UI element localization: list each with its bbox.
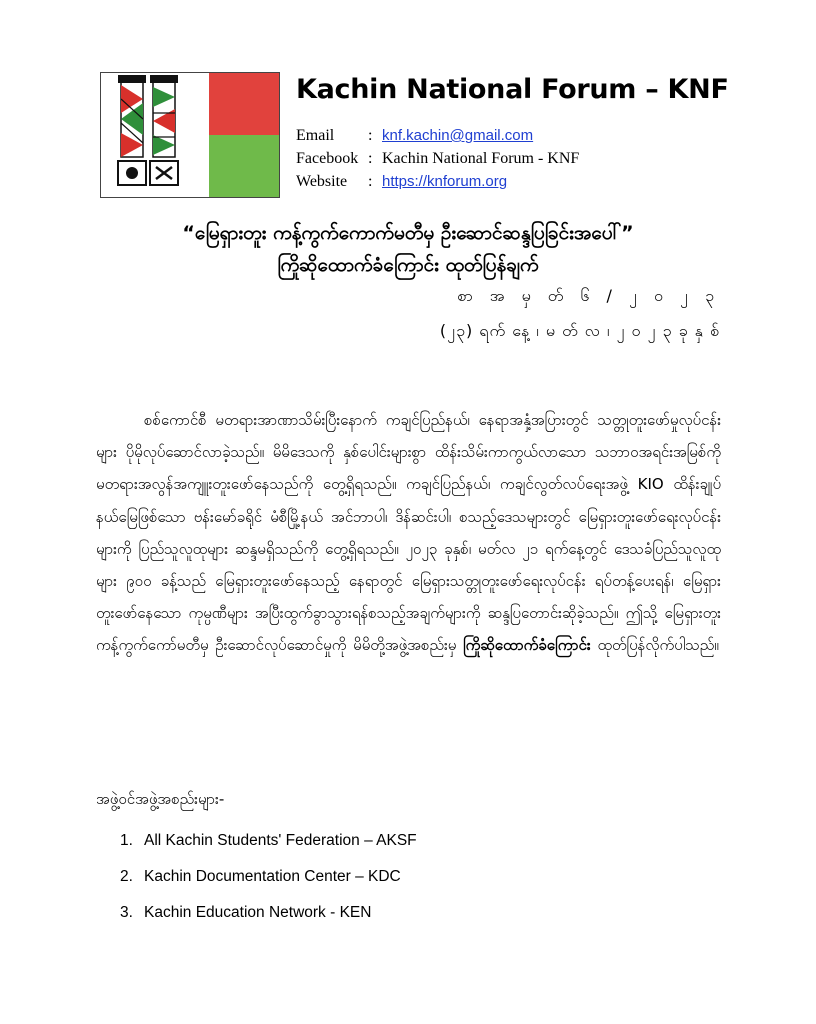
item-number: 1. [120,832,133,849]
letterhead [100,72,729,202]
statement-body [96,404,721,662]
body-paragraph: စစ်ကောင်စီ မတရားအာဏာသိမ်းပြီးနောက် ကချင်ပြည်နယ်၊ နေရာအနှံ့အပြားတွင် သတ္တုတူးဖော်မှုလုပ်ငန်းများ ပိုမိုလုပ်ဆောင်လာခဲ့သည်။ မိမိဒေသကို နှစ်ပေါင်းများစွာ ထိန်းသိမ်းကာကွယ်လာသော သဘာဝအရင်းအမြစ်ကို မတရားအလွန်အကျူးတူးဖော်နေသည်ကို တွေ့ရှိရသည်။ ကချင်ပြည်နယ်၊ ကချင်လွတ်လပ်ရေးအဖွဲ့ KIO ထိန်းချုပ်နယ်မြေဖြစ်သော ဗန်းမော်ခရိုင် မံစီမြို့နယ် အင်ဘာပါ၊ ဒိန်ဆင်းပါ၊ စသည့်ဒေသများတွင် မြေရှားတူးဖော်ရေးလုပ်ငန်းများကို ပြည်သူလူထုများ ဆန္ဒမရှိသည်ကို တွေ့ရှိရသည်။ ၂၀၂၃ ခုနှစ်၊ မတ်လ ၂၁ ရက်နေ့တွင် ဒေသခံပြည်သူလူထုများ ၉၀၀ ခန့်သည် မြေရှားတူးဖော်နေသည့် နေရာတွင် မြေရှားသတ္တုတူးဖော်ရေးလုပ်ငန်း ရပ်တန့်ပေးရန်၊ မြေရှားတူးဖော်နေသော ကုမ္ပဏီများ အပြီးထွက်ခွာသွားရန်စသည့်အချက်များကို ဆန္ဒပြတောင်းဆိုခဲ့သည်။ ဤသို့ မြေရှားတူး ကန့်ကွက်ကော်မတီမှ ဦးဆောင်လုပ်ဆောင်မှုကို မိမိတို့အဖွဲ့အစည်းမှ [96,411,721,655]
list-item [120,904,417,940]
manau-pillars-icon [101,73,209,197]
logo-green-panel [209,135,279,197]
member-name: Kachin Documentation Center – KDC [144,868,401,885]
body-emphasis: ကြိုဆိုထောက်ခံကြောင်း [463,636,591,655]
statement-subtitle: ကြိုဆိုထောက်ခံကြောင်း ထုတ်ပြန်ချက် [277,254,539,276]
contact-label: Facebook [296,150,359,167]
statement-title: “မြေရှားတူး ကန့်ကွက်ကောက်မတီမှ ဦးဆောင်ဆန္ဒပြခြင်းအပေါ်” [182,222,634,244]
contact-email: Email : knf.kachin@gmail.com [296,124,579,147]
website-link[interactable]: https://knforum.org [382,173,508,190]
statement-date: (၂၃) ရက် နေ့ ၊ မ တ် လ ၊ ၂ ၀ ၂ ၃ ခု နှ စ် [439,321,720,340]
logo-pillars [101,73,209,197]
body-closing: ထုတ်ပြန်လိုက်ပါသည်။ [597,636,719,655]
members-list [120,832,417,940]
contact-label: Email [296,127,335,144]
members-heading: အဖွဲ့ဝင်အဖွဲ့အစည်းများ- [96,790,225,808]
facebook-value: Kachin National Forum - KNF [382,150,580,167]
contact-facebook: Facebook : Kachin National Forum - KNF [296,147,579,170]
member-name: All Kachin Students' Federation – AKSF [144,832,417,849]
organization-name: Kachin National Forum – KNF [296,74,729,105]
contact-label: Website [296,173,348,190]
item-number: 3. [120,904,133,921]
knf-logo [100,72,280,198]
list-item [120,832,417,868]
list-item [120,868,417,904]
reference-number: စာ အ မှ တ် ၆ / ၂ ၀ ၂ ၃ [457,286,720,305]
item-number: 2. [120,868,133,885]
contact-block [296,124,579,193]
contact-website: Website : https://knforum.org [296,170,579,193]
logo-red-panel [209,73,279,135]
member-name: Kachin Education Network - KEN [144,904,372,921]
email-link[interactable]: knf.kachin@gmail.com [382,127,534,144]
